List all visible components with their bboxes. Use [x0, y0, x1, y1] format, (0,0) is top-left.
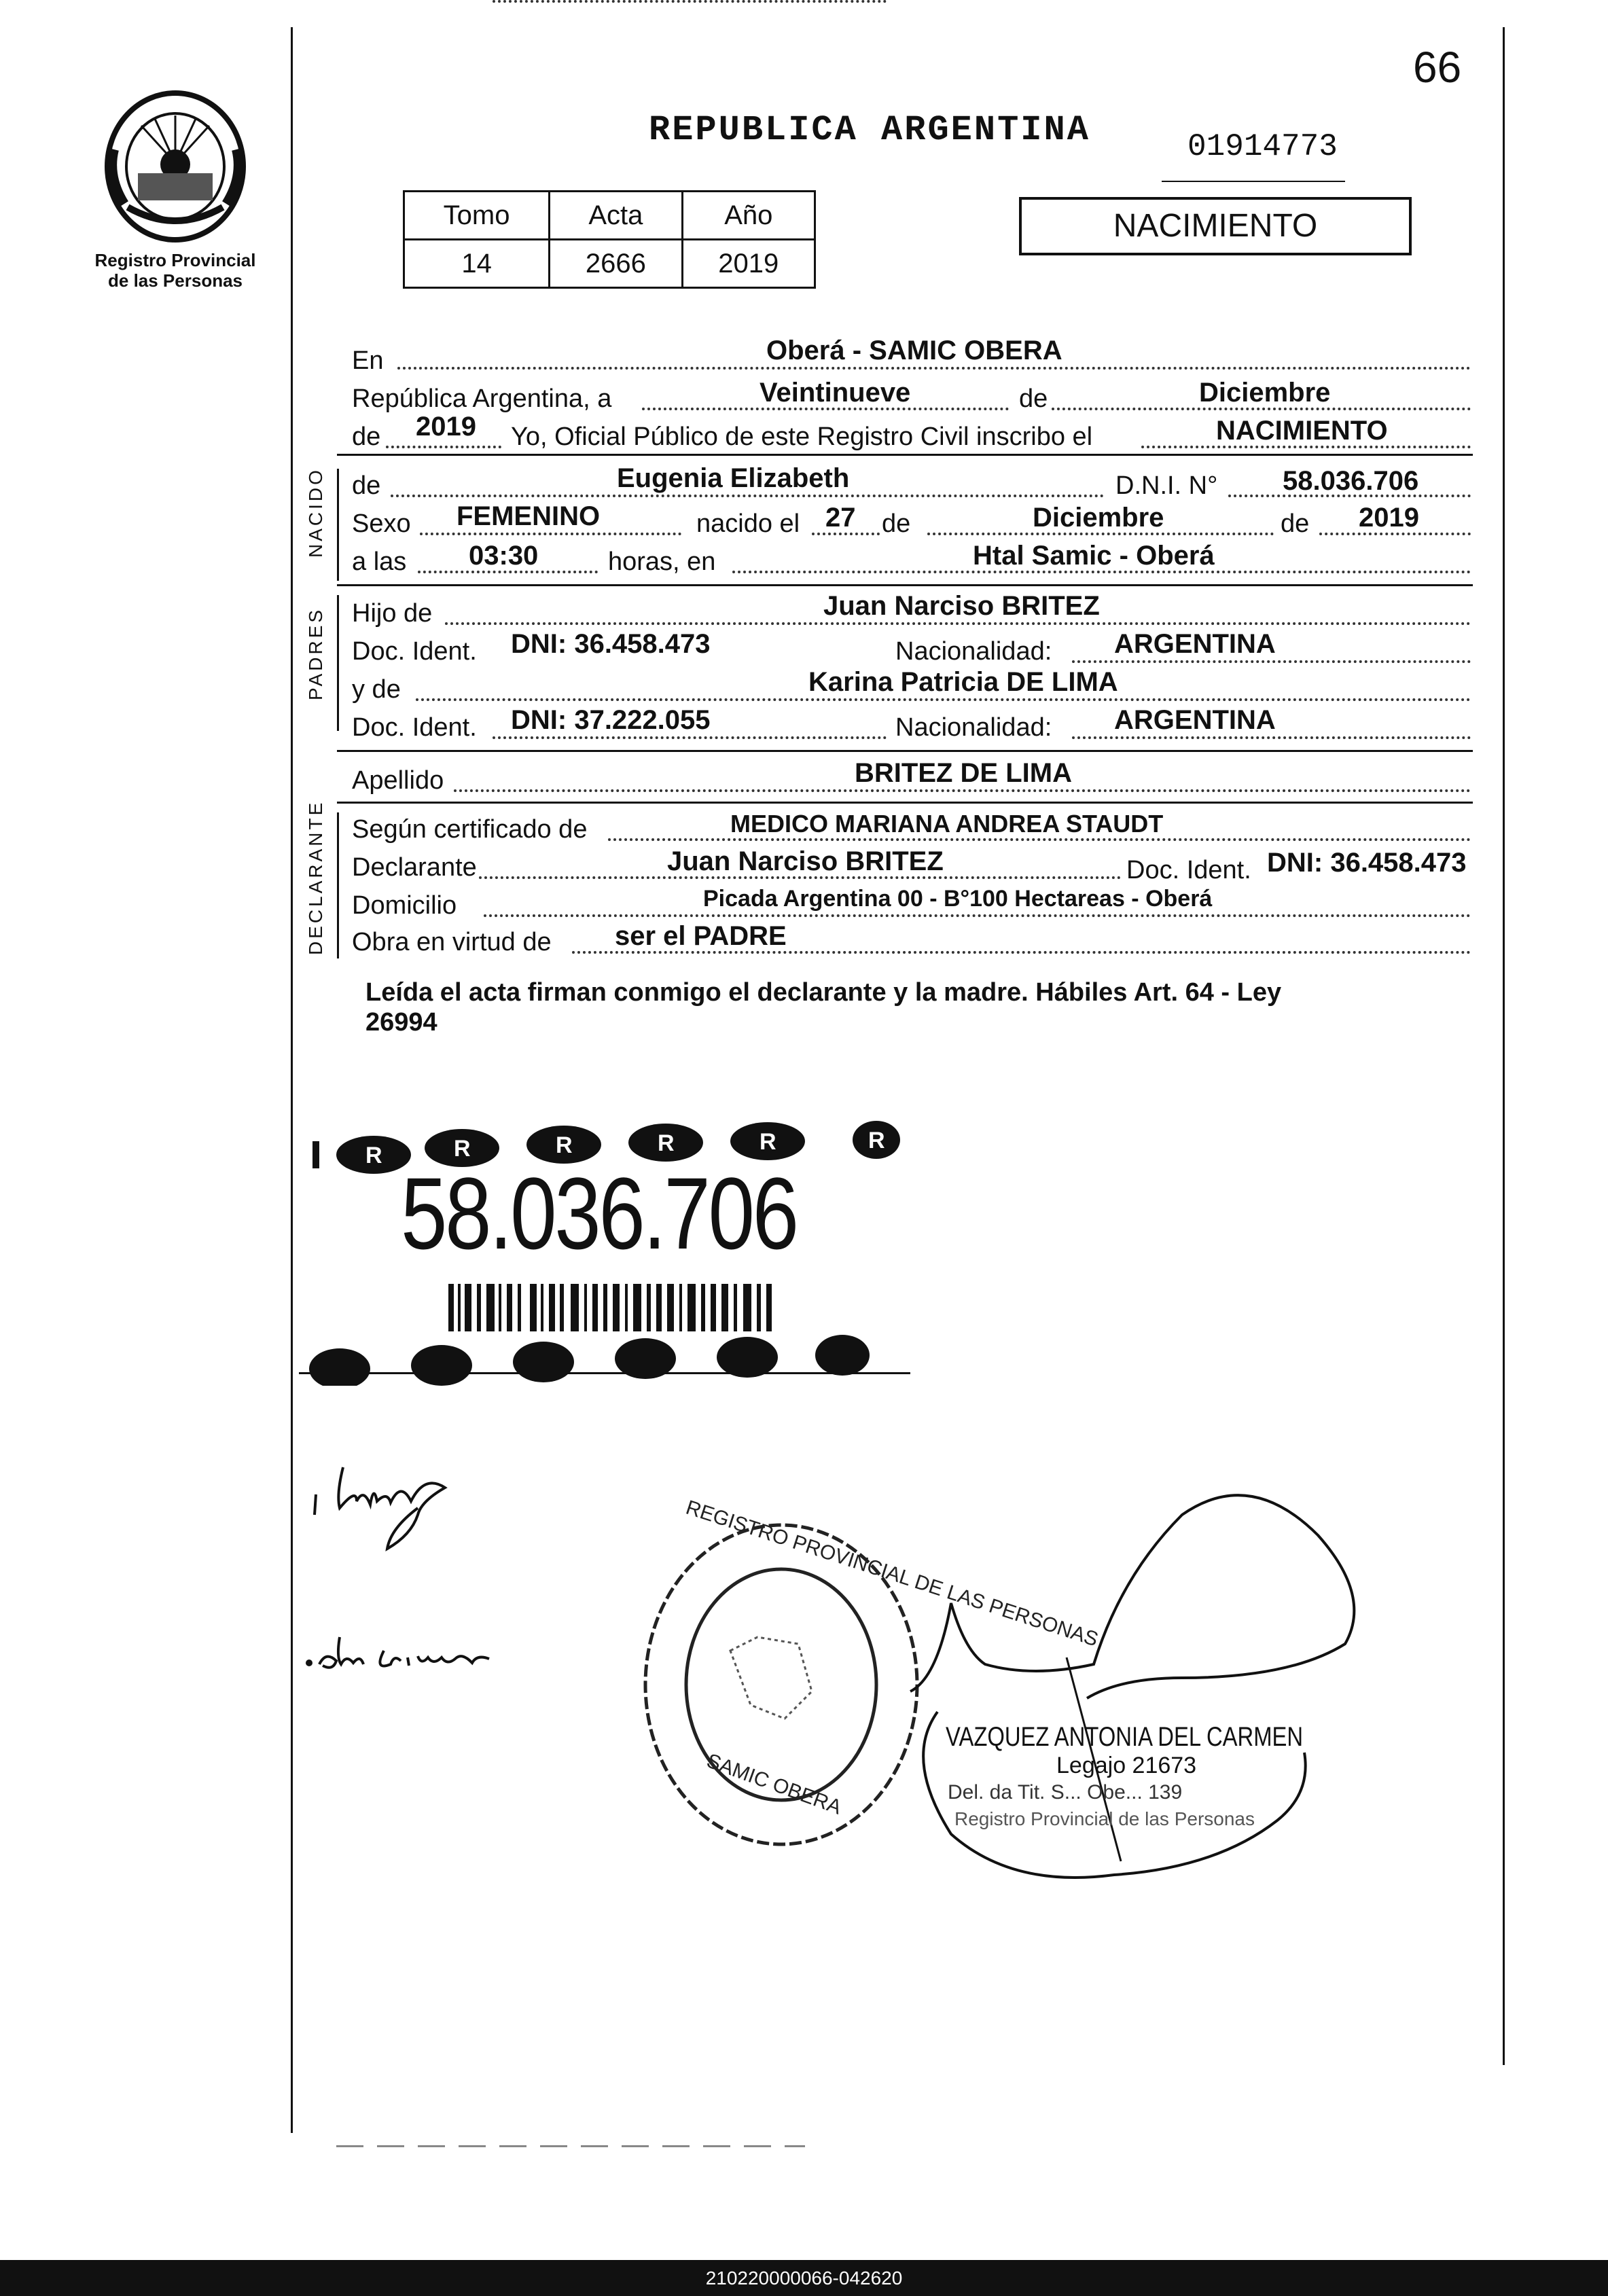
father-nationality: ARGENTINA [1114, 629, 1276, 659]
table-cell: 2019 [682, 240, 815, 288]
dotted-line [608, 838, 1471, 841]
birth-month: Diciembre [1033, 503, 1164, 533]
label-declarante: Declarante [352, 853, 477, 882]
event-value: NACIMIENTO [1216, 416, 1388, 446]
table-header: Tomo [404, 192, 550, 240]
section-label-nacido: NACIDO [305, 467, 326, 558]
svg-text:R: R [454, 1136, 471, 1162]
handwritten-signature-icon [309, 1454, 465, 1556]
birth-year: 2019 [1359, 503, 1419, 533]
newborn-dni: 58.036.706 [1283, 466, 1419, 496]
svg-text:R: R [760, 1129, 776, 1155]
official-org: Registro Provincial de las Personas [954, 1808, 1255, 1829]
svg-text:R: R [658, 1130, 675, 1156]
label-segun-certificado: Según certificado de [352, 815, 588, 844]
dotted-line [1072, 660, 1471, 663]
faint-scan-line [336, 2145, 805, 2147]
page-number: 66 [1413, 43, 1462, 92]
serial-number: 01914773 [1187, 129, 1338, 164]
place-value: Oberá - SAMIC OBERA [766, 336, 1062, 365]
closing-line-1: Leída el acta firman conmigo el declarante y la madre. Hábiles Art. 64 - Ley [365, 978, 1282, 1007]
label-de: de [1019, 384, 1048, 413]
father-doc: DNI: 36.458.473 [511, 629, 711, 659]
mother-doc: DNI: 37.222.055 [511, 705, 711, 735]
section-divider [337, 750, 1473, 752]
domicilio-value: Picada Argentina 00 - B°100 Hectareas - Oberá [703, 886, 1213, 912]
svg-text:R: R [365, 1143, 382, 1168]
dotted-line [397, 367, 1471, 370]
birth-place: Htal Samic - Oberá [973, 541, 1215, 571]
official-legajo: Legajo 21673 [1056, 1753, 1197, 1778]
label-obra: Obra en virtud de [352, 928, 552, 956]
table-header: Acta [550, 192, 682, 240]
section-bar [337, 595, 339, 731]
obra-value: ser el PADRE [615, 921, 787, 951]
sticker-dni-number: 58.036.706 [401, 1156, 797, 1270]
province-seal [101, 88, 250, 245]
signature-declarant [309, 1454, 465, 1556]
svg-text:R: R [556, 1132, 573, 1158]
label-y-de: y de [352, 675, 401, 704]
section-divider [337, 802, 1473, 804]
dotted-line [484, 914, 1471, 917]
dotted-line [1072, 736, 1471, 739]
serial-underline [1162, 181, 1345, 182]
dotted-line [391, 495, 1104, 497]
month-value: Diciembre [1199, 378, 1331, 408]
stamp-inner-text: SAMIC OBERA [703, 1749, 844, 1819]
table-cell: 2666 [550, 240, 682, 288]
label-de: de [352, 423, 381, 451]
seal-caption-1: Registro Provincial [94, 250, 256, 270]
label-nacido-el: nacido el [696, 509, 800, 538]
certificate-value: MEDICO MARIANA ANDREA STAUDT [730, 810, 1164, 838]
label-apellido: Apellido [352, 766, 444, 795]
newborn-name: Eugenia Elizabeth [617, 463, 850, 493]
doc-type-box [1019, 197, 1412, 255]
section-bar [337, 812, 339, 958]
right-margin-line [1503, 27, 1505, 2065]
dotted-line [420, 533, 681, 535]
label-oficial: Yo, Oficial Público de este Registro Civil inscribo el [511, 423, 1093, 451]
father-name: Juan Narciso BRITEZ [823, 591, 1100, 621]
seal-caption-2: de las Personas [108, 270, 243, 291]
label-horas: horas, en [608, 548, 716, 576]
dotted-line [493, 0, 887, 3]
table-header: Año [682, 192, 815, 240]
dotted-line [445, 622, 1471, 625]
dotted-line [416, 698, 1471, 701]
birth-day: 27 [825, 503, 856, 533]
label-de: de [1281, 509, 1310, 538]
registry-table [403, 190, 816, 289]
section-divider [337, 454, 1473, 456]
dotted-line [493, 736, 887, 739]
section-bar [337, 469, 339, 581]
label-doc-ident: Doc. Ident. [1126, 856, 1251, 884]
dotted-line [386, 446, 501, 448]
official-name: VAZQUEZ ANTONIA DEL CARMEN [946, 1722, 1304, 1752]
dotted-line [454, 789, 1471, 792]
signature-mother [299, 1624, 503, 1685]
label-a-las: a las [352, 548, 407, 576]
stamp-ring-text: REGISTRO PROVINCIAL DE LAS PERSONAS [683, 1496, 1101, 1651]
day-value: Veintinueve [760, 378, 911, 408]
section-divider [337, 584, 1473, 586]
official-role: Del. da Tit. S... Obe... 139 [948, 1781, 1183, 1804]
label-doc-ident: Doc. Ident. [352, 637, 477, 666]
label-domicilio: Domicilio [352, 891, 457, 920]
label-de: de [352, 471, 381, 500]
label-sexo: Sexo [352, 509, 411, 538]
sexo-value: FEMENINO [457, 501, 601, 531]
year-value: 2019 [416, 412, 476, 442]
label-en: En [352, 346, 384, 375]
page-title: REPUBLICA ARGENTINA [649, 110, 1090, 150]
label-nacionalidad: Nacionalidad: [895, 637, 1052, 666]
label-de: de [882, 509, 911, 538]
mother-name: Karina Patricia DE LIMA [808, 667, 1118, 697]
footer-document-id [0, 2260, 1608, 2296]
birth-time: 03:30 [469, 541, 539, 571]
declarant-doc: DNI: 36.458.473 [1267, 848, 1467, 878]
svg-text:R: R [868, 1128, 885, 1153]
closing-line-2: 26994 [365, 1008, 437, 1037]
label-doc-ident: Doc. Ident. [352, 713, 477, 742]
label-hijo-de: Hijo de [352, 599, 433, 628]
table-cell: 14 [404, 240, 550, 288]
handwritten-signature-icon [299, 1624, 503, 1685]
doc-type-label: NACIMIENTO [1113, 208, 1318, 244]
label-nacionalidad: Nacionalidad: [895, 713, 1052, 742]
left-margin-line [291, 27, 293, 2133]
section-label-padres: PADRES [305, 607, 326, 700]
mother-nationality: ARGENTINA [1114, 705, 1276, 735]
seal-emblem-icon [101, 88, 250, 245]
footer-id-text: 210220000066-042620 [705, 2267, 903, 2289]
apellido-value: BRITEZ DE LIMA [855, 758, 1072, 788]
label-dni: D.N.I. N° [1115, 471, 1218, 500]
label-republica: República Argentina, a [352, 384, 612, 413]
declarant-name: Juan Narciso BRITEZ [667, 846, 944, 876]
section-label-declarante: DECLARANTE [305, 800, 326, 955]
